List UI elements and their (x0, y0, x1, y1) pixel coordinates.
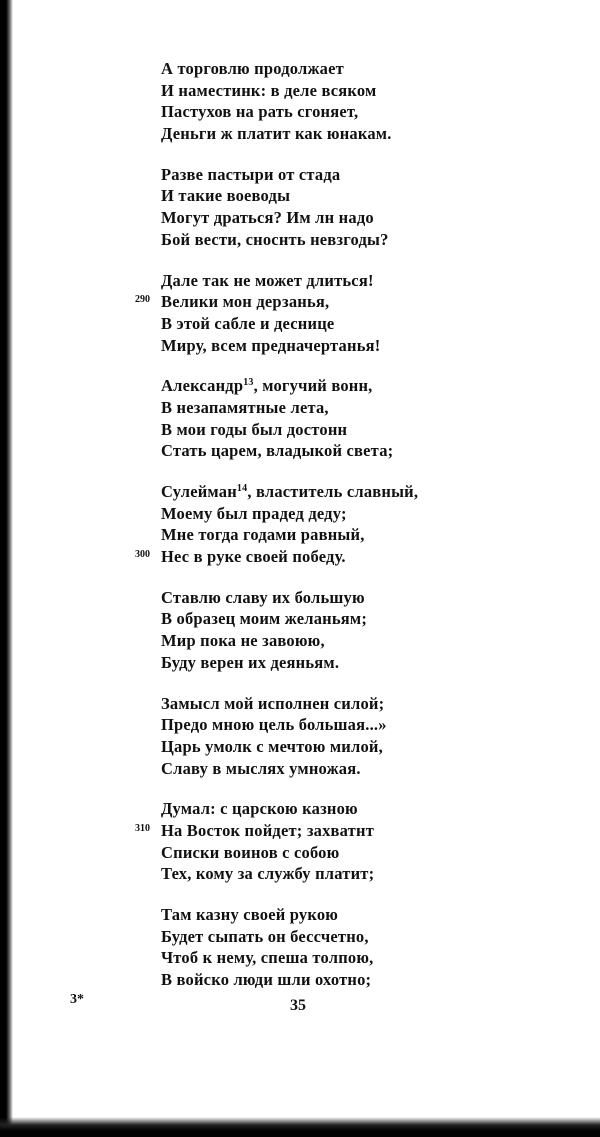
line-text-continuation: , властитель славный, (247, 482, 419, 501)
stanza (161, 693, 581, 780)
line-text: Сулейман (161, 482, 237, 501)
line-text: Александр (161, 376, 244, 396)
poem-line (161, 758, 581, 780)
poem-line (161, 397, 581, 419)
poem-line (161, 608, 581, 630)
poem-line (161, 440, 581, 462)
line-text: Замысл мой исполнен силой; (161, 693, 385, 713)
line-number: 310 (135, 822, 150, 834)
poem-line (161, 947, 581, 969)
poem-line (161, 164, 581, 186)
line-text: В мои годы был достонн (161, 419, 348, 439)
page-bottom-edge (0, 1117, 600, 1137)
line-text: В этой сабле и деснице (161, 313, 335, 333)
line-text: Будет сыпать он бессчетно, (161, 926, 369, 946)
poem-line (161, 524, 581, 546)
footnote-marker: 13 (243, 377, 254, 389)
line-number: 300 (135, 549, 150, 561)
line-text: Мне тогда годами равный, (161, 525, 365, 545)
poem-line (161, 58, 581, 80)
stanza (161, 58, 581, 145)
line-text: Моему был прадед деду; (161, 503, 347, 523)
poem-line (161, 335, 581, 357)
poem-line (161, 313, 581, 335)
poem-text (135, 58, 581, 1010)
stanza (161, 904, 581, 991)
poem-line (161, 481, 581, 503)
line-text: Разве пастыри от стада (161, 164, 341, 184)
line-text: Думал: с царскою казною (161, 799, 358, 819)
poem-line (161, 101, 581, 123)
line-text: Дале так не может длиться! (161, 270, 374, 290)
poem-line (161, 80, 581, 102)
poem-line (161, 229, 581, 251)
stanza (161, 587, 581, 674)
line-text: И такие воеводы (161, 186, 291, 206)
line-text: Мир пока не завоюю, (161, 631, 325, 651)
poem-line (161, 714, 581, 736)
stanza (135, 481, 581, 568)
line-text: А торговлю продолжает (161, 59, 344, 78)
line-text: Бой вести, сноснть невзгоды? (161, 229, 389, 249)
footnote-marker: 14 (236, 483, 248, 494)
poem-line (161, 842, 581, 864)
line-text: Пастухов на рать сгоняет, (161, 102, 359, 122)
line-text-continuation: , могучий вонн, (253, 376, 373, 396)
poem-line (161, 630, 581, 652)
line-text: Предо мною цель большая...» (161, 715, 387, 735)
line-text: Буду верен их деяньям. (161, 652, 340, 672)
line-text: Могут драться? Им лн надо (161, 208, 374, 228)
poem-line (161, 926, 581, 948)
page-number: 35 (290, 997, 306, 1014)
poem-line (161, 587, 581, 609)
poem-line (161, 652, 581, 674)
poem-line (161, 123, 581, 145)
line-text: Царь умолк с мечтою милой, (161, 736, 383, 756)
line-text: Стать царем, владыкой света; (161, 441, 394, 461)
poem-line (135, 291, 581, 313)
poem-line (161, 693, 581, 715)
line-text: На Восток пойдет; захватнт (161, 820, 374, 840)
line-number: 290 (135, 294, 150, 306)
line-text: Деньги ж платит как юнакам. (161, 124, 392, 144)
line-text: В образец моим желаньям; (161, 609, 368, 629)
line-text: Славу в мыслях умножая. (161, 758, 361, 778)
line-text: Там казну своей рукою (161, 905, 339, 924)
line-text: Ставлю славу их большую (161, 587, 365, 607)
line-text: Чтоб к нему, спеша толпою, (161, 948, 374, 968)
line-text: В незапамятные лета, (161, 397, 329, 417)
line-text: В войско люди шли охотно; (161, 970, 372, 990)
page-binding-edge (0, 0, 13, 1137)
line-text: Миру, всем предначертанья! (161, 335, 381, 355)
poem-line (161, 969, 581, 991)
line-text: Тех, кому за службу платит; (161, 864, 375, 884)
poem-line (161, 904, 581, 926)
poem-line (161, 863, 581, 885)
poem-line (135, 820, 581, 842)
poem-line (161, 736, 581, 758)
poem-line (161, 270, 581, 292)
stanza (161, 375, 581, 462)
line-text: Велики мон дерзанья, (161, 292, 330, 312)
line-text: И наместинк: в деле всяком (161, 80, 377, 100)
poem-line (161, 207, 581, 229)
poem-line (161, 503, 581, 525)
poem-line (135, 546, 581, 568)
poem-line (161, 185, 581, 207)
stanza (135, 270, 581, 357)
poem-line (161, 419, 581, 441)
stanza (161, 164, 581, 251)
signature-mark: 3* (70, 992, 84, 1007)
line-text: Списки воинов с собою (161, 842, 340, 862)
poem-line (161, 375, 581, 397)
line-text: Нес в руке своей победу. (161, 547, 346, 567)
stanza (135, 798, 581, 885)
poem-line (161, 798, 581, 820)
